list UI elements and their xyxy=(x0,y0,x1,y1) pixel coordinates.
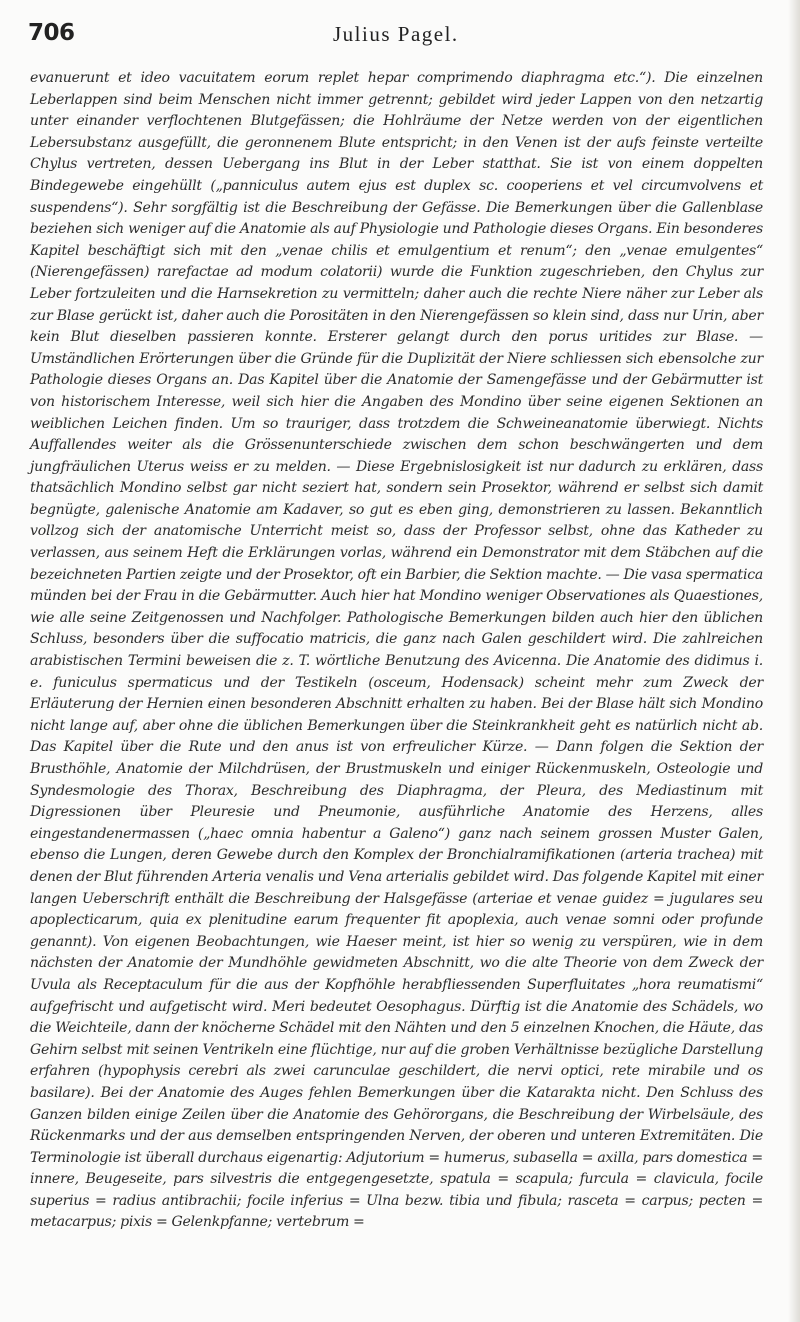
page-number: 706 xyxy=(28,20,75,46)
body-text: evanuerunt et ideo vacuitatem eorum replet hepar comprimendo diaphragma etc.“). Die einzelnen Leberlappen sind beim Menschen nicht immer getrennt; gebildet wird jeder Lappen von den netzartig unter einander verflochtenen Blutgefässen; die Hohlräume der Netze werden von der eigentlichen Lebersubstanz ausgefüllt, die geronnenem Blute entspricht; in den Venen ist der aufs feinste verteilte Chylus vertreten, dessen Uebergang ins Blut in der Leber statthat. Sie ist von einem doppelten Bindegewebe eingehüllt („panniculus autem ejus est duplex sc. cooperiens et vel circumvolvens et suspendens“). Sehr sorgfältig ist die Beschreibung der Gefässe. Die Bemerkungen über die Gallenblase beziehen sich weniger auf die Anatomie als auf Physiologie und Pathologie dieses Organs. Ein besonderes Kapitel beschäftigt sich mit den „venae chilis et emulgentium et renum“; den „venae emulgentes“ (Nierengefässen) rarefactae ad modum colatorii) wurde die Funktion zugeschrieben, den Chylus zur Leber fortzuleiten und die Harnsekretion zu vermitteln; daher auch die rechte Niere näher zur Leber als zur Blase gerückt ist, daher auch die Porositäten in den Nierengefässen so klein sind, dass nur Urin, aber kein Blut dieselben passieren konnte. Ersterer gelangt durch den porus uritides zur Blase. — Umständlichen Erörterungen über die Gründe für die Duplizität der Niere schliessen sich ebensolche zur Pathologie dieses Organs an. Das Kapitel über die Anatomie der Samengefässe und der Gebärmutter ist von historischem Interesse, weil sich hier die Angaben des Mondino über seine eigenen Sektionen an weiblichen Leichen finden. Um so trauriger, dass trotzdem die Schweineanatomie überwiegt. Nichts Auffallendes weiter als die Grössenunterschiede zwischen dem schon beschwängerten und dem jungfräulichen Uterus weiss er zu melden. — Diese Ergebnislosigkeit ist nur dadurch zu erklären, dass thatsächlich Mondino selbst gar nicht seziert hat, sondern sein Prosektor, während er selbst sich damit begnügte, galenische Anatomie am Kadaver, so gut es eben ging, demonstrieren zu lassen. Bekanntlich vollzog sich der anatomische Unterricht meist so, dass der Professor selbst, ohne das Katheder zu verlassen, aus seinem Heft die Erklärungen vorlas, während ein Demonstrator mit dem Stäbchen auf die bezeichneten Partien zeigte und der Prosektor, oft ein Barbier, die Sektion machte. — Die vasa spermatica münden bei der Frau in die Gebärmutter. Auch hier hat Mondino weniger Observationes als Quaestiones, wie alle seine Zeitgenossen und Nachfolger. Pathologische Bemerkungen bilden auch hier den üblichen Schluss, besonders über die suffocatio matricis, die ganz nach Galen geschildert wird. Die zahlreichen arabistischen Termini beweisen die z. T. wörtliche Benutzung des Avicenna. Die Anatomie des didimus i. e. funiculus spermaticus und der Testikeln (osceum, Hodensack) scheint mehr zum Zweck der Erläuterung der Hernien einen besonderen Abschnitt erhalten zu haben. Bei der Blase hält sich Mondino nicht lange auf, aber ohne die üblichen Bemerkungen über die Steinkrankheit geht es natürlich nicht ab. Das Kapitel über die Rute und den anus ist von erfreulicher Kürze. — Dann folgen die Sektion der Brusthöhle, Anatomie der Milchdrüsen, der Brustmuskeln und einiger Rückenmuskeln, Osteologie und Syndesmologie des Thorax, Beschreibung des Diaphragma, der Pleura, des Mediastinum mit Digressionen über Pleuresie und Pneumonie, ausführliche Anatomie des Herzens, alles eingestandenermassen („haec omnia habentur a Galeno“) ganz nach seinem grossen Muster Galen, ebenso die Lungen, deren Gewebe durch den Komplex der Bronchialramifikationen (arteria trachea) mit denen der Blut führenden Arteria venalis und Vena arterialis gebildet wird. Das folgende Kapitel mit einer langen Ueberschrift enthält die Beschreibung der Halsgefässe (arteriae et venae guidez = jugulares seu apoplecticarum, quia ex plenitudine earum frequenter fit apoplexia, auch venae somni oder profunde genannt). Von eigenen Beobachtungen, wie Haeser meint, ist hier so wenig zu verspüren, wie in dem nächsten der Anatomie der Mundhöhle gewidmeten Abschnitt, wo die alte Theorie von dem Zweck der Uvula als Receptaculum für die aus der Kopfhöhle herabfliessenden Superfluitates „hora reumatismi“ aufgefrischt und aufgetischt wird. Meri bedeutet Oesophagus. Dürftig ist die Anatomie des Schädels, wo die Weichteile, dann der knöcherne Schädel mit den Nähten und den 5 einzelnen Knochen, die Häute, das Gehirn selbst mit seinen Ventrikeln eine flüchtige, nur auf die groben Verhältnisse bezügliche Darstellung erfahren (hypophysis cerebri als zwei carunculae geschildert, die nervi optici, rete mirabile und os basilare). Bei der Anatomie des Auges fehlen Bemerkungen über die Katarakta nicht. Den Schluss des Ganzen bilden einige Zeilen über die Anatomie des Gehörorgans, die Beschreibung der Wirbelsäule, des Rückenmarks und der aus demselben entspringenden Nerven, der oberen und unteren Extremitäten. Die Terminologie ist überall durchaus eigenartig: Adjutorium = humerus, subasella = axilla, pars domestica = innere, Beugeseite, pars silvestris die entgegengesetzte, spatula = scapula; furcula = clavicula, focile superius = radius antibrachii; focile inferius = Ulna bezw. tibia und fibula; rasceta = carpus; pecten = metacarpus; pixis = Gelenkpfanne; vertebrum = xyxy=(30,70,763,1231)
page-header xyxy=(28,20,768,52)
page-edge-shadow xyxy=(788,0,800,1322)
running-head: Julius Pagel. xyxy=(333,22,459,46)
